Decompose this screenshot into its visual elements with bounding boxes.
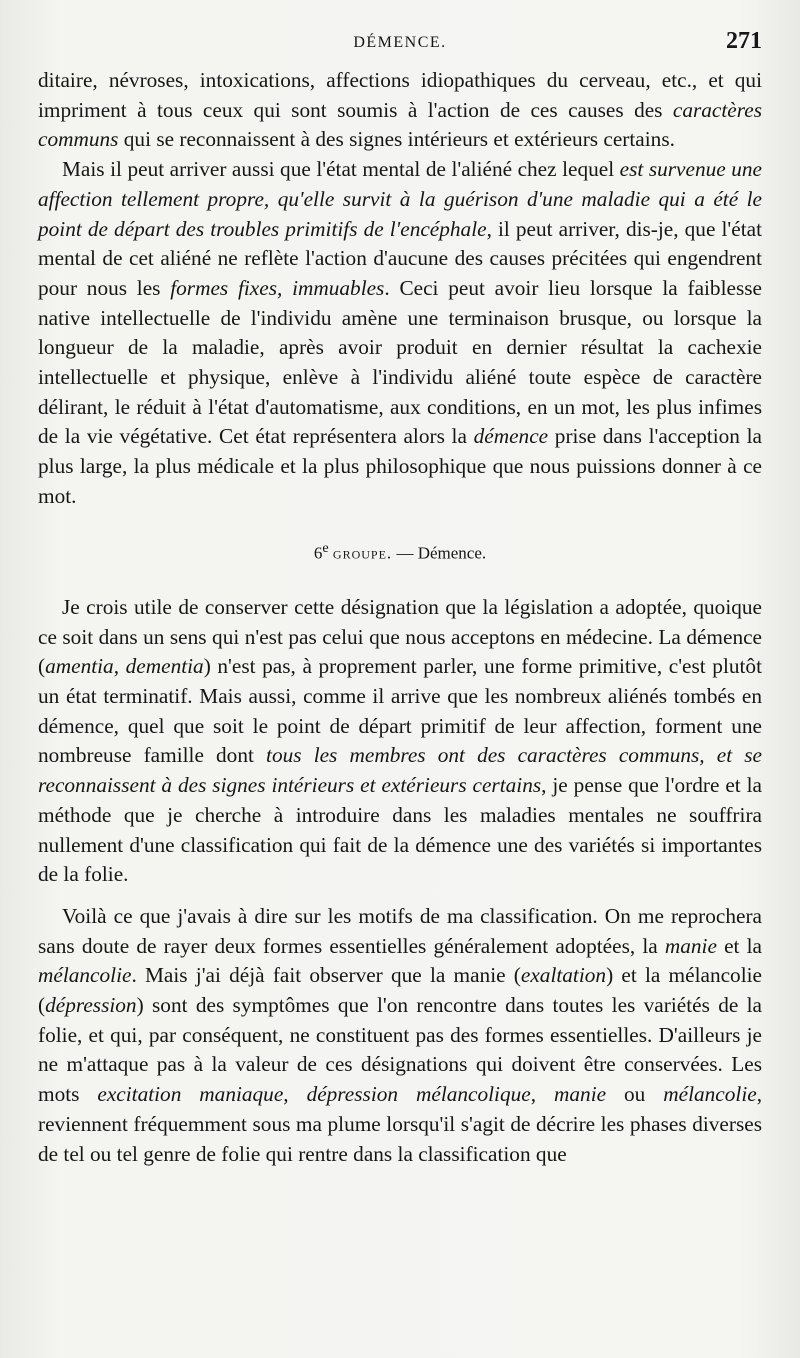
text-run: , il peut arriver, dis-je, que l'état mental de cet aliéné ne reflète l'action d'aucune des causes précitées qui engendrent pour nous les — [38, 216, 762, 300]
italic-run: caractères communs — [38, 97, 762, 152]
paragraph-mais — [38, 155, 762, 511]
text-run: Mais il peut arriver aussi que l'état mental de l'aliéné chez lequel — [62, 157, 620, 182]
italic-run: est survenue une affection tellement propre, qu'elle survit à la guérison d'une maladie qui a été le point de départ des troubles primitifs de l'encéphale — [38, 157, 762, 241]
paragraph-je-crois — [38, 593, 762, 890]
text-run: , — [530, 1082, 555, 1107]
text-run: Voilà ce que j'avais à dire sur les motifs de ma classification. On me reprochera sans doute de rayer deux formes essentielles généralement adoptées, la — [38, 903, 762, 958]
italic-run: mélancolie — [663, 1082, 757, 1107]
page-number: 271 — [726, 28, 762, 54]
text-run: , — [283, 1082, 307, 1107]
italic-run: tous les membres ont des caractères communs, et se reconnaissent à des signes intérieurs et extérieurs certains — [38, 743, 763, 798]
italic-run: dementia — [125, 654, 204, 679]
text-run: , — [113, 654, 126, 679]
paragraph-voila — [38, 902, 762, 1169]
text-run: ) sont des symptômes que l'on rencontre dans toutes les variétés de la folie, et qui, par conséquent, ne constituent pas des formes essentielles. D'ailleurs je ne m'attaque pas à la valeur de ces désignations qui doivent être conservées. Les mots — [38, 993, 762, 1107]
heading-ordinal: e — [322, 539, 329, 556]
text-run: ditaire, névroses, intoxications, affections idiopathiques du cerveau, etc., et qui impriment à tous ceux qui sont soumis à l'action de ces causes des — [38, 68, 762, 122]
running-head: DÉMENCE. — [353, 34, 447, 51]
heading-number: 6 — [313, 543, 323, 563]
text-run: , reviennent fréquemment sous ma plume lorsqu'il s'agit de décrire les phases diverses de tel ou tel genre de folie qui rentre dans la classification que — [38, 1082, 763, 1166]
italic-run: manie — [554, 1082, 607, 1107]
body-text — [38, 66, 762, 1169]
italic-run: excitation maniaque — [97, 1082, 284, 1107]
paragraph-continuation — [38, 66, 762, 155]
italic-run: dépression — [45, 993, 137, 1018]
heading-title: — Démence. — [392, 543, 487, 563]
text-run: ) n'est pas, à proprement parler, une forme primitive, c'est plutôt un état terminatif. Mais aussi, comme il arrive que les nombreux aliénés tombés en démence, quel que soit le point de départ primitif de leur affection, forment une nombreuse famille dont — [38, 654, 762, 768]
italic-run: exaltation — [520, 963, 607, 988]
page-header — [38, 28, 762, 58]
text-run: qui se reconnaissent à des signes intérieurs et extérieurs certains. — [118, 127, 675, 152]
text-run: prise dans l'acception la plus large, la plus médicale et la plus philosophique que nous puissions donner à ce mot. — [38, 424, 762, 508]
italic-run: démence — [473, 424, 549, 449]
text-run: Je crois utile de conserver cette désignation que la législation a adoptée, quoique ce soit dans un sens qui n'est pas celui que nous acceptons en médecine. La démence ( — [38, 594, 762, 679]
italic-run: amentia — [45, 654, 114, 679]
text-run: . Ceci peut avoir lieu lorsque la faiblesse native intellectuelle de l'individu amène une terminaison brusque, ou lorsque la longueur de la maladie, après avoir produit en dernier résultat la cachexie intellectuelle et physique, enlève à l'individu aliéné toute espèce de caractère délirant, le réduit à l'état d'automatisme, aux conditions, en un mot, les plus infimes de la vie végétative. Cet état représentera alors la — [38, 275, 762, 449]
italic-run: mélancolie — [38, 963, 132, 988]
italic-run: formes fixes, immuables — [170, 275, 385, 300]
text-run: ) et la mélancolie ( — [38, 963, 762, 1018]
italic-run: manie — [664, 933, 717, 958]
text-run: ou — [606, 1082, 664, 1107]
section-heading — [38, 534, 762, 568]
text-run: . Mais j'ai déjà fait observer que la manie ( — [131, 963, 521, 988]
italic-run: dépression mélancolique — [306, 1082, 531, 1107]
text-run: et la — [716, 933, 762, 958]
text-run: , je pense que l'ordre et la méthode que je cherche à introduire dans les maladies mentales ne souffrira nullement d'une classification qui fait de la démence une des variétés si importantes de la folie. — [38, 773, 763, 887]
heading-groupe: groupe. — [332, 543, 393, 563]
